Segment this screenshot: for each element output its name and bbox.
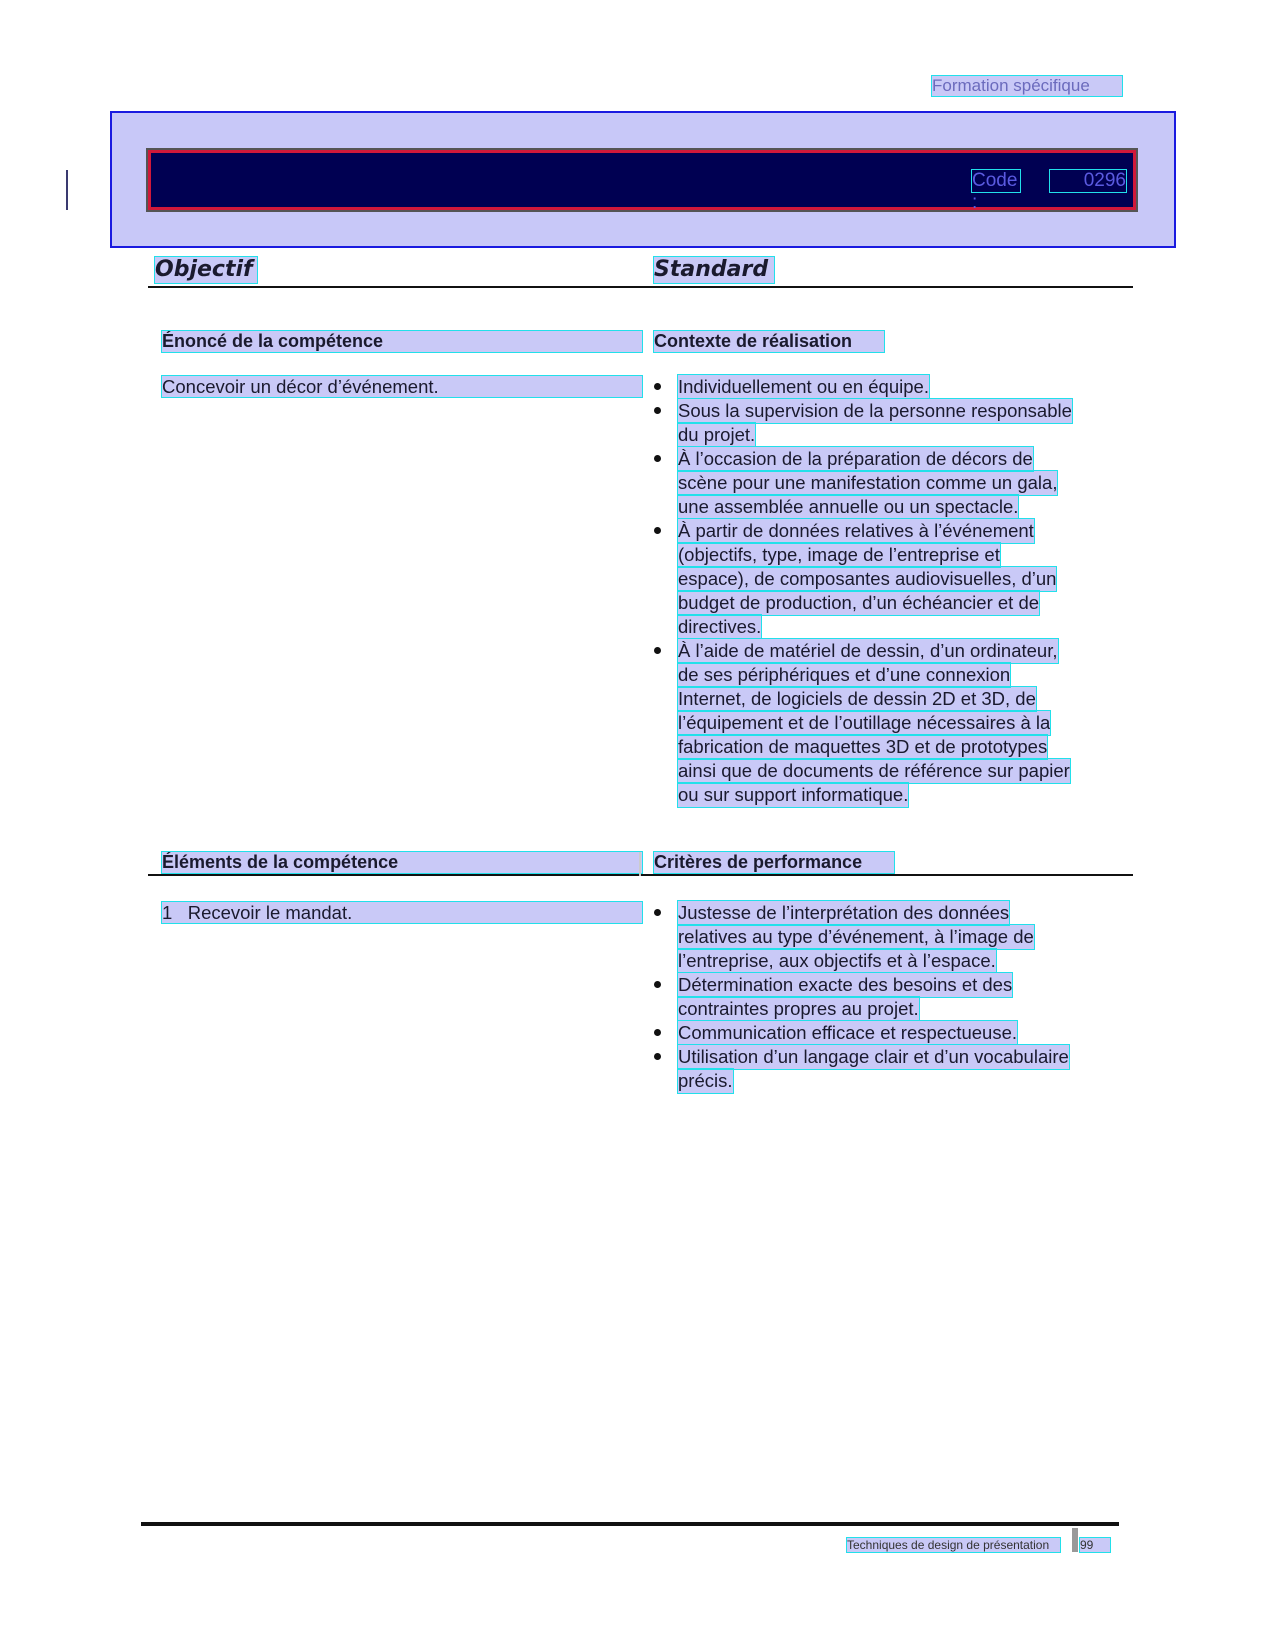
code-label: Code : (972, 170, 1020, 192)
criteria-item-line: contraintes propres au projet. (678, 998, 919, 1019)
context-heading: Contexte de réalisation (654, 331, 884, 352)
column-divider (639, 852, 641, 876)
context-item-line: l’équipement et de l’outillage nécessaires à la (678, 712, 1051, 733)
context-item (678, 639, 1128, 807)
context-list (678, 375, 1128, 807)
footer-divider (1072, 1528, 1078, 1552)
context-item-line: une assemblée annuelle ou un spectacle. (678, 496, 1019, 517)
bullet-icon (654, 455, 661, 462)
element-1: 1 Recevoir le mandat. (162, 902, 642, 923)
context-item-line: ou sur support informatique. (678, 784, 909, 805)
context-item-line: À l’occasion de la préparation de décors de (678, 448, 1033, 469)
context-item-line: ainsi que de documents de référence sur papier (678, 760, 1070, 781)
footer-rule (141, 1522, 1119, 1526)
column-title-standard: Standard (654, 257, 774, 283)
code-divider (66, 170, 68, 210)
header-rule (148, 286, 1133, 288)
bullet-icon (654, 1029, 661, 1036)
code-value: 0296 (1050, 170, 1126, 192)
context-item-line: Internet, de logiciels de dessin 2D et 3D, de (678, 688, 1036, 709)
criteria-item-line: Communication efficace et respectueuse. (678, 1022, 1018, 1043)
criteria-item-line: Détermination exacte des besoins et des (678, 974, 1013, 995)
competence-statement: Concevoir un décor d’événement. (162, 376, 642, 397)
criteria-list (678, 901, 1128, 1093)
bullet-icon (654, 981, 661, 988)
context-item (678, 399, 1128, 447)
context-item (678, 519, 1128, 639)
context-item-line: Sous la supervision de la personne responsable (678, 400, 1072, 421)
column-title-objectif: Objectif (155, 257, 257, 283)
criteria-item (678, 973, 1128, 1021)
context-item-line: espace), de composantes audiovisuelles, d’un (678, 568, 1057, 589)
context-item-line: À partir de données relatives à l’événement (678, 520, 1034, 541)
bullet-icon (654, 1053, 661, 1060)
criteria-item-line: précis. (678, 1070, 733, 1091)
context-item (678, 447, 1128, 519)
criteria-heading: Critères de performance (654, 852, 894, 873)
criteria-item (678, 901, 1128, 973)
bullet-icon (654, 383, 661, 390)
section-label: Formation spécifique (932, 76, 1122, 96)
context-item-line: directives. (678, 616, 762, 637)
bullet-icon (654, 527, 661, 534)
elements-heading: Éléments de la compétence (162, 852, 642, 873)
context-item (678, 375, 1128, 399)
footer-program: Techniques de design de présentation (847, 1538, 1060, 1552)
bullet-icon (654, 647, 661, 654)
criteria-item (678, 1021, 1128, 1045)
bullet-icon (654, 407, 661, 414)
criteria-item-line: Justesse de l’interprétation des données (678, 902, 1010, 923)
criteria-item (678, 1045, 1128, 1093)
criteria-item-line: Utilisation d’un langage clair et d’un vocabulaire (678, 1046, 1069, 1067)
context-item-line: À l’aide de matériel de dessin, d’un ordinateur, (678, 640, 1058, 661)
criteria-item-line: relatives au type d’événement, à l’image de (678, 926, 1034, 947)
context-item-line: fabrication de maquettes 3D et de prototypes (678, 736, 1048, 757)
footer-page-number: 99 (1080, 1538, 1110, 1552)
statement-heading: Énoncé de la compétence (162, 331, 642, 352)
context-item-line: de ses périphériques et d’une connexion (678, 664, 1011, 685)
context-item-line: Individuellement ou en équipe. (678, 376, 929, 397)
competency-code (972, 170, 1128, 213)
context-item-line: scène pour une manifestation comme un gala, (678, 472, 1058, 493)
bullet-icon (654, 909, 661, 916)
criteria-item-line: l’entreprise, aux objectifs et à l’espace. (678, 950, 996, 971)
context-item-line: (objectifs, type, image de l’entreprise et (678, 544, 1000, 565)
context-item-line: du projet. (678, 424, 756, 445)
context-item-line: budget de production, d’un échéancier et de (678, 592, 1040, 613)
